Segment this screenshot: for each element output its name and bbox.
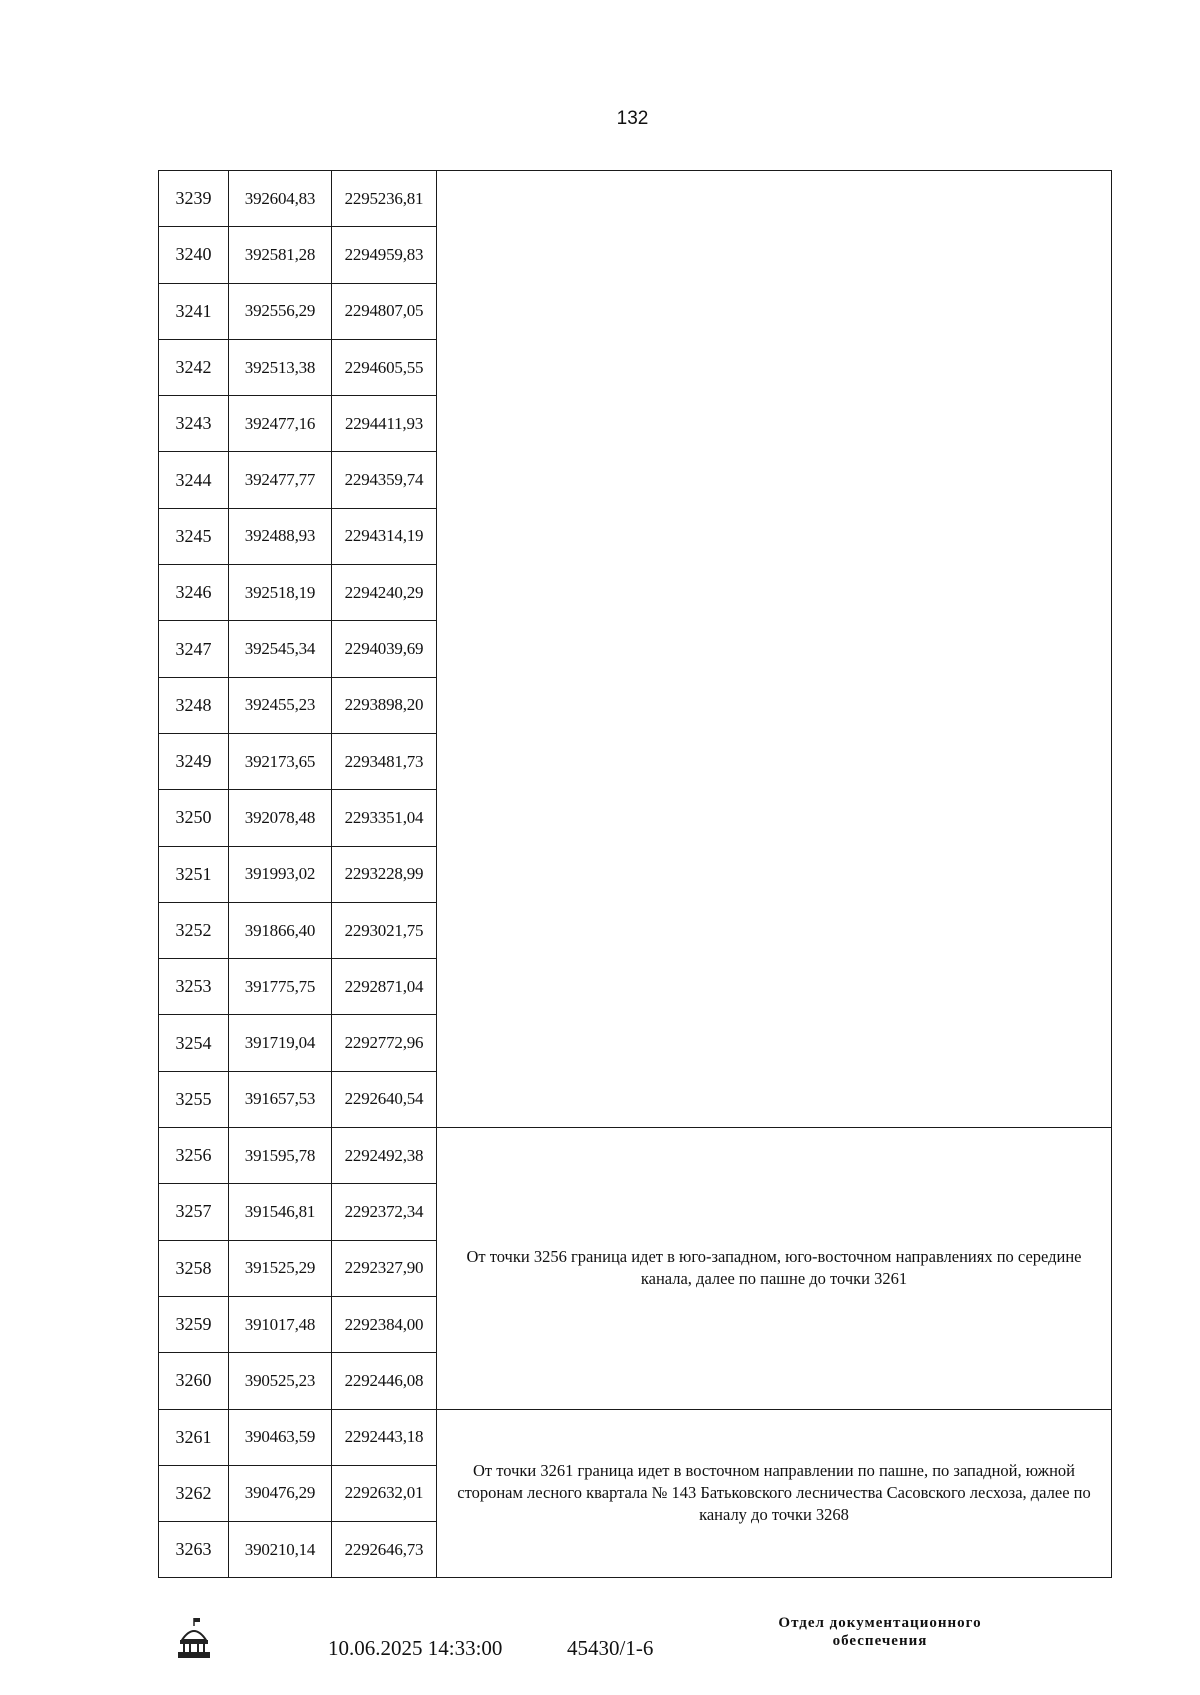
x-coordinate: 390476,29 xyxy=(229,1465,332,1521)
point-number: 3258 xyxy=(159,1240,229,1296)
y-coordinate: 2292443,18 xyxy=(332,1409,437,1465)
y-coordinate: 2293351,04 xyxy=(332,790,437,846)
point-number: 3263 xyxy=(159,1522,229,1578)
y-coordinate: 2292871,04 xyxy=(332,959,437,1015)
x-coordinate: 392556,29 xyxy=(229,283,332,339)
table-row xyxy=(159,171,1112,227)
y-coordinate: 2292372,34 xyxy=(332,1184,437,1240)
coordinates-table xyxy=(158,170,1112,1578)
x-coordinate: 392488,93 xyxy=(229,508,332,564)
x-coordinate: 392173,65 xyxy=(229,733,332,789)
y-coordinate: 2292646,73 xyxy=(332,1522,437,1578)
department-stamp xyxy=(735,1614,1025,1650)
department-line-1: Отдел документационного xyxy=(778,1615,982,1631)
point-number: 3256 xyxy=(159,1128,229,1184)
duma-logo-icon xyxy=(172,1616,216,1660)
point-number: 3250 xyxy=(159,790,229,846)
y-coordinate: 2293481,73 xyxy=(332,733,437,789)
x-coordinate: 392078,48 xyxy=(229,790,332,846)
x-coordinate: 390463,59 xyxy=(229,1409,332,1465)
y-coordinate: 2292384,00 xyxy=(332,1296,437,1352)
point-number: 3261 xyxy=(159,1409,229,1465)
point-number: 3243 xyxy=(159,396,229,452)
x-coordinate: 392455,23 xyxy=(229,677,332,733)
y-coordinate: 2294039,69 xyxy=(332,621,437,677)
department-line-2: обеспечения xyxy=(832,1633,928,1649)
x-coordinate: 391775,75 xyxy=(229,959,332,1015)
x-coordinate: 391525,29 xyxy=(229,1240,332,1296)
y-coordinate: 2295236,81 xyxy=(332,171,437,227)
y-coordinate: 2292446,08 xyxy=(332,1353,437,1409)
x-coordinate: 392604,83 xyxy=(229,171,332,227)
x-coordinate: 391017,48 xyxy=(229,1296,332,1352)
x-coordinate: 391719,04 xyxy=(229,1015,332,1071)
table-row xyxy=(159,1128,1112,1184)
point-number: 3244 xyxy=(159,452,229,508)
point-number: 3262 xyxy=(159,1465,229,1521)
x-coordinate: 392545,34 xyxy=(229,621,332,677)
y-coordinate: 2292492,38 xyxy=(332,1128,437,1184)
x-coordinate: 392477,77 xyxy=(229,452,332,508)
document-footer xyxy=(0,1610,1200,1670)
y-coordinate: 2293898,20 xyxy=(332,677,437,733)
registration-timestamp: 10.06.2025 14:33:00 xyxy=(328,1636,503,1660)
x-coordinate: 390210,14 xyxy=(229,1522,332,1578)
y-coordinate: 2292772,96 xyxy=(332,1015,437,1071)
point-number: 3249 xyxy=(159,733,229,789)
page-number: 132 xyxy=(616,108,649,129)
y-coordinate: 2294314,19 xyxy=(332,508,437,564)
x-coordinate: 392477,16 xyxy=(229,396,332,452)
point-number: 3246 xyxy=(159,565,229,621)
y-coordinate: 2294411,93 xyxy=(332,396,437,452)
x-coordinate: 392581,28 xyxy=(229,227,332,283)
point-number: 3245 xyxy=(159,508,229,564)
x-coordinate: 391866,40 xyxy=(229,902,332,958)
point-number: 3247 xyxy=(159,621,229,677)
table-row xyxy=(159,1409,1112,1465)
point-number: 3254 xyxy=(159,1015,229,1071)
y-coordinate: 2292640,54 xyxy=(332,1071,437,1127)
point-number: 3260 xyxy=(159,1353,229,1409)
point-number: 3242 xyxy=(159,339,229,395)
boundary-description xyxy=(437,171,1112,1128)
y-coordinate: 2294959,83 xyxy=(332,227,437,283)
y-coordinate: 2294605,55 xyxy=(332,339,437,395)
x-coordinate: 391657,53 xyxy=(229,1071,332,1127)
point-number: 3253 xyxy=(159,959,229,1015)
point-number: 3241 xyxy=(159,283,229,339)
x-coordinate: 392518,19 xyxy=(229,565,332,621)
y-coordinate: 2293228,99 xyxy=(332,846,437,902)
point-number: 3239 xyxy=(159,171,229,227)
boundary-description: От точки 3256 граница идет в юго-западном, юго-восточном направлениях по середине канала, далее по пашне до точки 3261 xyxy=(437,1128,1112,1409)
point-number: 3255 xyxy=(159,1071,229,1127)
y-coordinate: 2294359,74 xyxy=(332,452,437,508)
x-coordinate: 391595,78 xyxy=(229,1128,332,1184)
x-coordinate: 390525,23 xyxy=(229,1353,332,1409)
document-number: 45430/1-6 xyxy=(567,1636,654,1660)
y-coordinate: 2294240,29 xyxy=(332,565,437,621)
x-coordinate: 392513,38 xyxy=(229,339,332,395)
x-coordinate: 391546,81 xyxy=(229,1184,332,1240)
y-coordinate: 2294807,05 xyxy=(332,283,437,339)
point-number: 3251 xyxy=(159,846,229,902)
y-coordinate: 2293021,75 xyxy=(332,902,437,958)
y-coordinate: 2292632,01 xyxy=(332,1465,437,1521)
coordinates-table-body xyxy=(159,171,1112,1578)
y-coordinate: 2292327,90 xyxy=(332,1240,437,1296)
point-number: 3248 xyxy=(159,677,229,733)
point-number: 3252 xyxy=(159,902,229,958)
x-coordinate: 391993,02 xyxy=(229,846,332,902)
point-number: 3257 xyxy=(159,1184,229,1240)
boundary-description: От точки 3261 граница идет в восточном направлении по пашне, по западной, южной сторонам лесного квартала № 143 Батьковского лесничества Сасовского лесхоза, далее по каналу до точки 3268 xyxy=(437,1409,1112,1578)
point-number: 3240 xyxy=(159,227,229,283)
point-number: 3259 xyxy=(159,1296,229,1352)
